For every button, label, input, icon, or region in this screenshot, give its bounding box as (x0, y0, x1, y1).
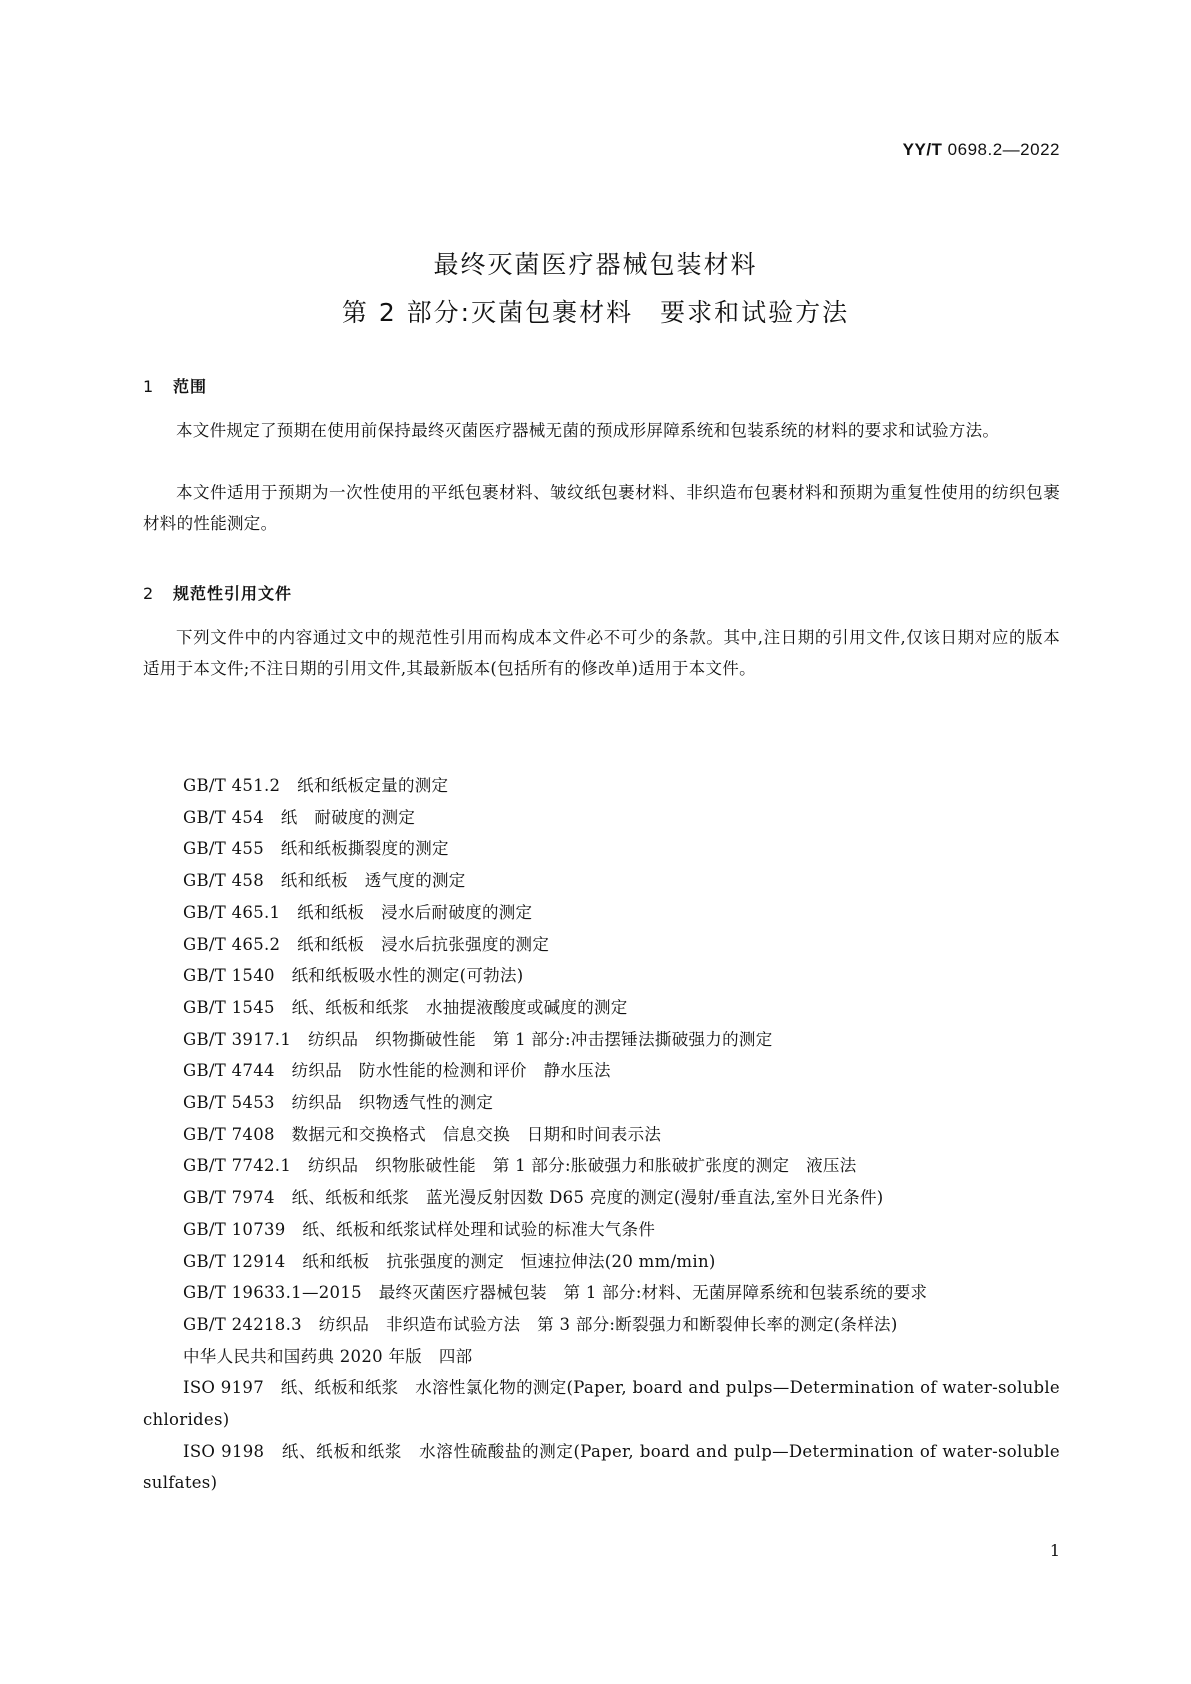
reference-list (143, 770, 1060, 1499)
page-number: 1 (1049, 1541, 1060, 1560)
standard-code-prefix: YY/T (902, 140, 943, 159)
reference-item: GB/T 5453 纺织品 织物透气性的测定 (183, 1093, 494, 1113)
document-title-line-1: 最终灭菌医疗器械包装材料 (433, 250, 758, 279)
reference-item: GB/T 10739 纸、纸板和纸浆试样处理和试验的标准大气条件 (183, 1219, 656, 1239)
section-number: 2 (143, 584, 155, 603)
reference-item: GB/T 451.2 纸和纸板定量的测定 (183, 776, 449, 795)
reference-item: GB/T 1545 纸、纸板和纸浆 水抽提液酸度或碱度的测定 (183, 997, 628, 1017)
reference-item: GB/T 7408 数据元和交换格式 信息交换 日期和时间表示法 (183, 1124, 662, 1144)
section-heading-normative-references (143, 581, 292, 604)
reference-item: GB/T 465.1 纸和纸板 浸水后耐破度的测定 (183, 902, 533, 922)
reference-item: 中华人民共和国药典 2020 年版 四部 (183, 1346, 473, 1366)
reference-item: ISO 9198 纸、纸板和纸浆 水溶性硫酸盐的测定(Paper, board and pulp—Determination of water-soluble sulfates) (143, 1441, 1060, 1493)
reference-item: GB/T 12914 纸和纸板 抗张强度的测定 恒速拉伸法(20 mm/min) (183, 1251, 716, 1271)
section-heading-scope (143, 374, 207, 397)
reference-item: GB/T 455 纸和纸板撕裂度的测定 (183, 839, 449, 859)
section-title: 规范性引用文件 (173, 584, 293, 603)
reference-item: GB/T 458 纸和纸板 透气度的测定 (183, 871, 466, 891)
section-title: 范围 (173, 377, 208, 396)
reference-item: GB/T 3917.1 纺织品 织物撕破性能 第 1 部分:冲击摆锤法撕破强力的测定 (183, 1029, 773, 1049)
scope-paragraph-2: 本文件适用于预期为一次性使用的平纸包裹材料、皱纹纸包裹材料、非织造布包裹材料和预期为重复性使用的纺织包裹材料的性能测定。 (143, 483, 1060, 533)
references-intro-paragraph: 下列文件中的内容通过文中的规范性引用而构成本文件必不可少的条款。其中,注日期的引用文件,仅该日期对应的版本适用于本文件;不注日期的引用文件,其最新版本(包括所有的修改单)适用于本文件。 (143, 628, 1060, 678)
reference-item: GB/T 4744 纺织品 防水性能的检测和评价 静水压法 (183, 1061, 611, 1081)
reference-item: GB/T 454 纸 耐破度的测定 (183, 807, 416, 827)
reference-item: GB/T 1540 纸和纸板吸水性的测定(可勃法) (183, 966, 524, 986)
scope-paragraph-1: 本文件规定了预期在使用前保持最终灭菌医疗器械无菌的预成形屏障系统和包装系统的材料的要求和试验方法。 (176, 421, 1000, 440)
standard-code (903, 140, 1060, 160)
standard-code-number: 0698.2—2022 (942, 140, 1060, 159)
reference-item: GB/T 24218.3 纺织品 非织造布试验方法 第 3 部分:断裂强力和断裂伸长率的测定(条样法) (183, 1314, 898, 1334)
reference-item: GB/T 7974 纸、纸板和纸浆 蓝光漫反射因数 D65 亮度的测定(漫射/垂直法,室外日光条件) (183, 1188, 884, 1208)
reference-item: GB/T 7742.1 纺织品 织物胀破性能 第 1 部分:胀破强力和胀破扩张度的测定 液压法 (183, 1156, 857, 1176)
reference-item: GB/T 465.2 纸和纸板 浸水后抗张强度的测定 (183, 934, 550, 954)
section-number: 1 (143, 377, 155, 396)
reference-item: ISO 9197 纸、纸板和纸浆 水溶性氯化物的测定(Paper, board and pulps—Determination of water-soluble chlorides) (143, 1378, 1060, 1430)
reference-item: GB/T 19633.1—2015 最终灭菌医疗器械包装 第 1 部分:材料、无菌屏障系统和包装系统的要求 (183, 1283, 928, 1303)
document-title-line-2: 第 2 部分:灭菌包裹材料 要求和试验方法 (341, 298, 850, 327)
